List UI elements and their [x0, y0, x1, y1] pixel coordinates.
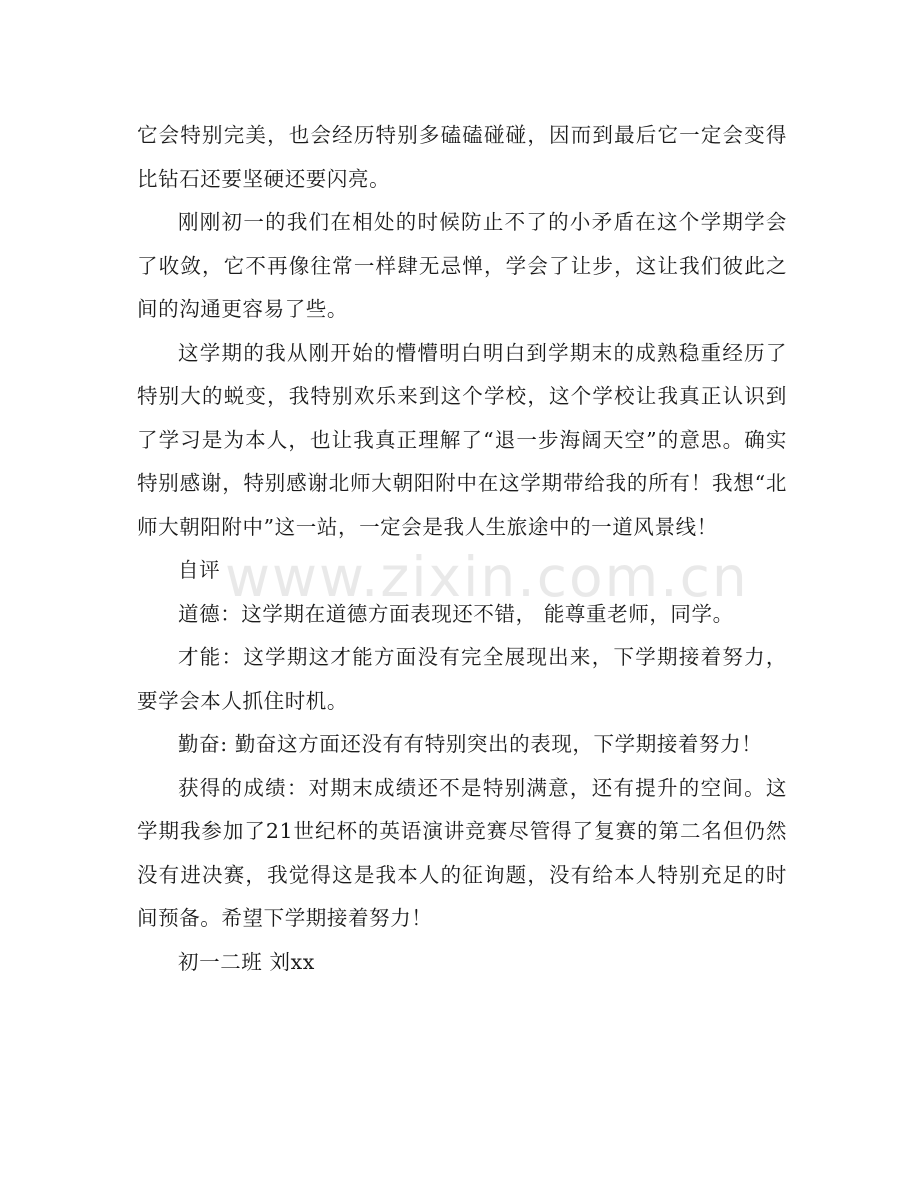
- section-heading-self-evaluation: 自评: [178, 558, 221, 582]
- paragraph-relationships: 刚刚初一的我们在相处的时候防止不了的小矛盾在这个学期学会了收敛，它不再像往常一样肆无忌惮，学会了让步，这让我们彼此之间的沟通更容易了些。: [137, 210, 787, 321]
- paragraph-growth: 这学期的我从刚开始的懵懵明白明白到学期末的成熟稳重经历了特别大的蜕变，我特别欢乐来到这个学校，这个学校让我真正认识到了学习是为本人，也让我真正理解了“退一步海阔天空”的意思。确实特别感谢，特别感谢北师大朝阳附中在这学期带给我的所有！我想“北师大朝阳附中”这一站，一定会是我人生旅途中的一道风景线！: [137, 340, 787, 539]
- paragraph-morality: 道德：这学期在道德方面表现还不错， 能尊重老师，同学。: [178, 601, 734, 626]
- paragraph-ability: 才能：这学期这才能方面没有完全展现出来，下学期接着努力，要学会本人抓住时机。: [137, 645, 787, 713]
- signature-line: 初一二班 刘xx: [178, 949, 315, 974]
- watermark: www.zixin.com.cn: [225, 545, 749, 609]
- paragraph-achievements: 获得的成绩：对期末成绩还不是特别满意，还有提升的空间。这学期我参加了21世纪杯的英语演讲竞赛尽管得了复赛的第二名但仍然没有进决赛，我觉得这是我本人的征询题，没有给本人特别充足的时间预备。希望下学期接着努力！: [137, 775, 787, 930]
- paragraph-diligence: 勤奋: 勤奋这方面还没有有特别突出的表现，下学期接着努力！: [178, 732, 763, 756]
- document-body: [137, 114, 787, 984]
- paragraph-continuation: 它会特别完美，也会经历特别多磕磕碰碰，因而到最后它一定会变得比钻石还要坚硬还要闪亮。: [137, 123, 787, 191]
